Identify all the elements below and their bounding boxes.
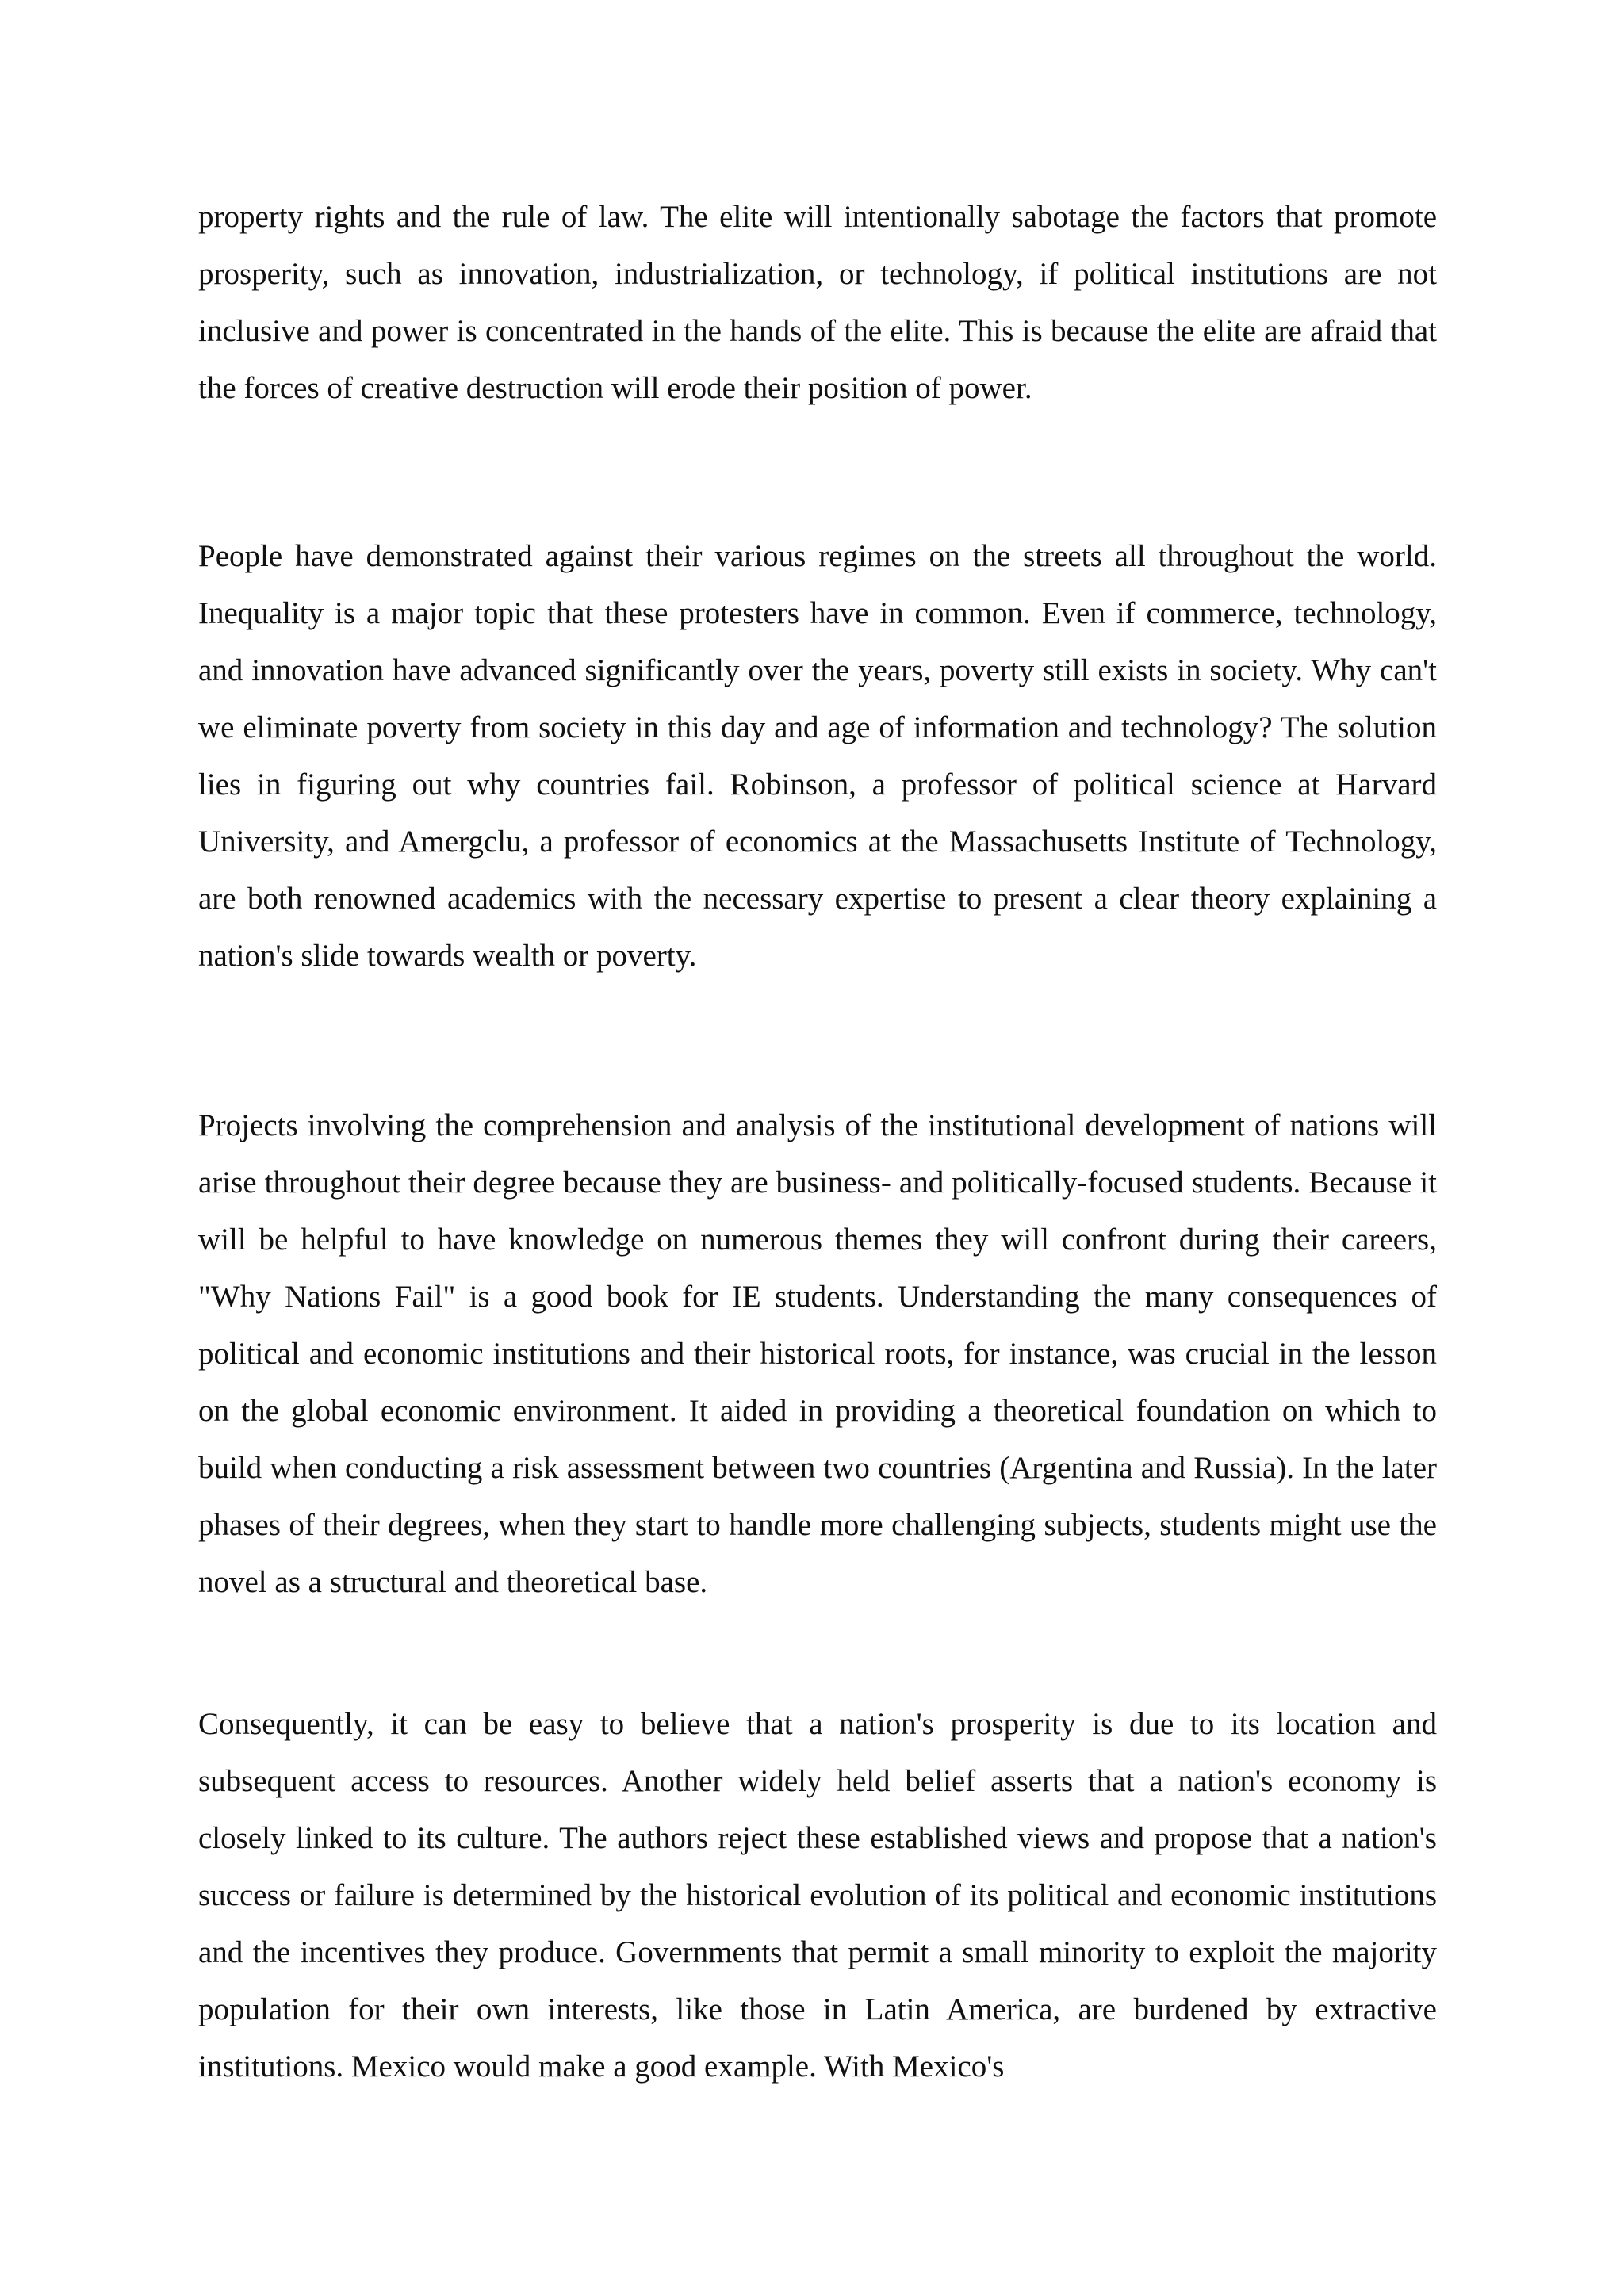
paragraph-1: property rights and the rule of law. The elite will intentionally sabotage the factors that promote prosperity, such as innovation, industrialization, or technology, if political institutions are not inclusive and power is concentrated in the hands of the elite. This is because the elite are afraid that the forces of creative destruction will erode their position of power. <box>198 200 1437 405</box>
paragraph-2: People have demonstrated against their various regimes on the streets all throughout the world. Inequality is a major topic that these protesters have in common. Even if commerce, technology, and innovation have advanced significantly over the years, poverty still exists in society. Why can't we eliminate poverty from society in this day and age of information and technology? The solution lies in figuring out why countries fail. Robinson, a professor of political science at Harvard University, and Amergclu, a professor of economics at the Massachusetts Institute of Technology, are both renowned academics with the necessary expertise to present a clear theory explaining a nation's slide towards wealth or poverty. <box>198 539 1437 973</box>
paragraph-3: Projects involving the comprehension and analysis of the institutional development of nations will arise throughout their degree because they are business- and politically-focused students. Because it will be helpful to have knowledge on numerous themes they will confront during their careers, "Why Nations Fail" is a good book for IE students. Understanding the many consequences of political and economic institutions and their historical roots, for instance, was crucial in the lesson on the global economic environment. It aided in providing a theoretical foundation on which to build when conducting a risk assessment between two countries (Argentina and Russia). In the later phases of their degrees, when they start to handle more challenging subjects, students might use the novel as a structural and theoretical base. <box>198 1108 1437 1599</box>
paragraph-4: Consequently, it can be easy to believe that a nation's prosperity is due to its location and subsequent access to resources. Another widely held belief asserts that a nation's economy is closely linked to its culture. The authors reject these established views and propose that a nation's success or failure is determined by the historical evolution of its political and economic institutions and the incentives they produce. Governments that permit a small minority to exploit the majority population for their own interests, like those in Latin America, are burdened by extractive institutions. Mexico would make a good example. With Mexico's <box>198 1707 1437 2084</box>
document-body <box>198 189 1437 2095</box>
